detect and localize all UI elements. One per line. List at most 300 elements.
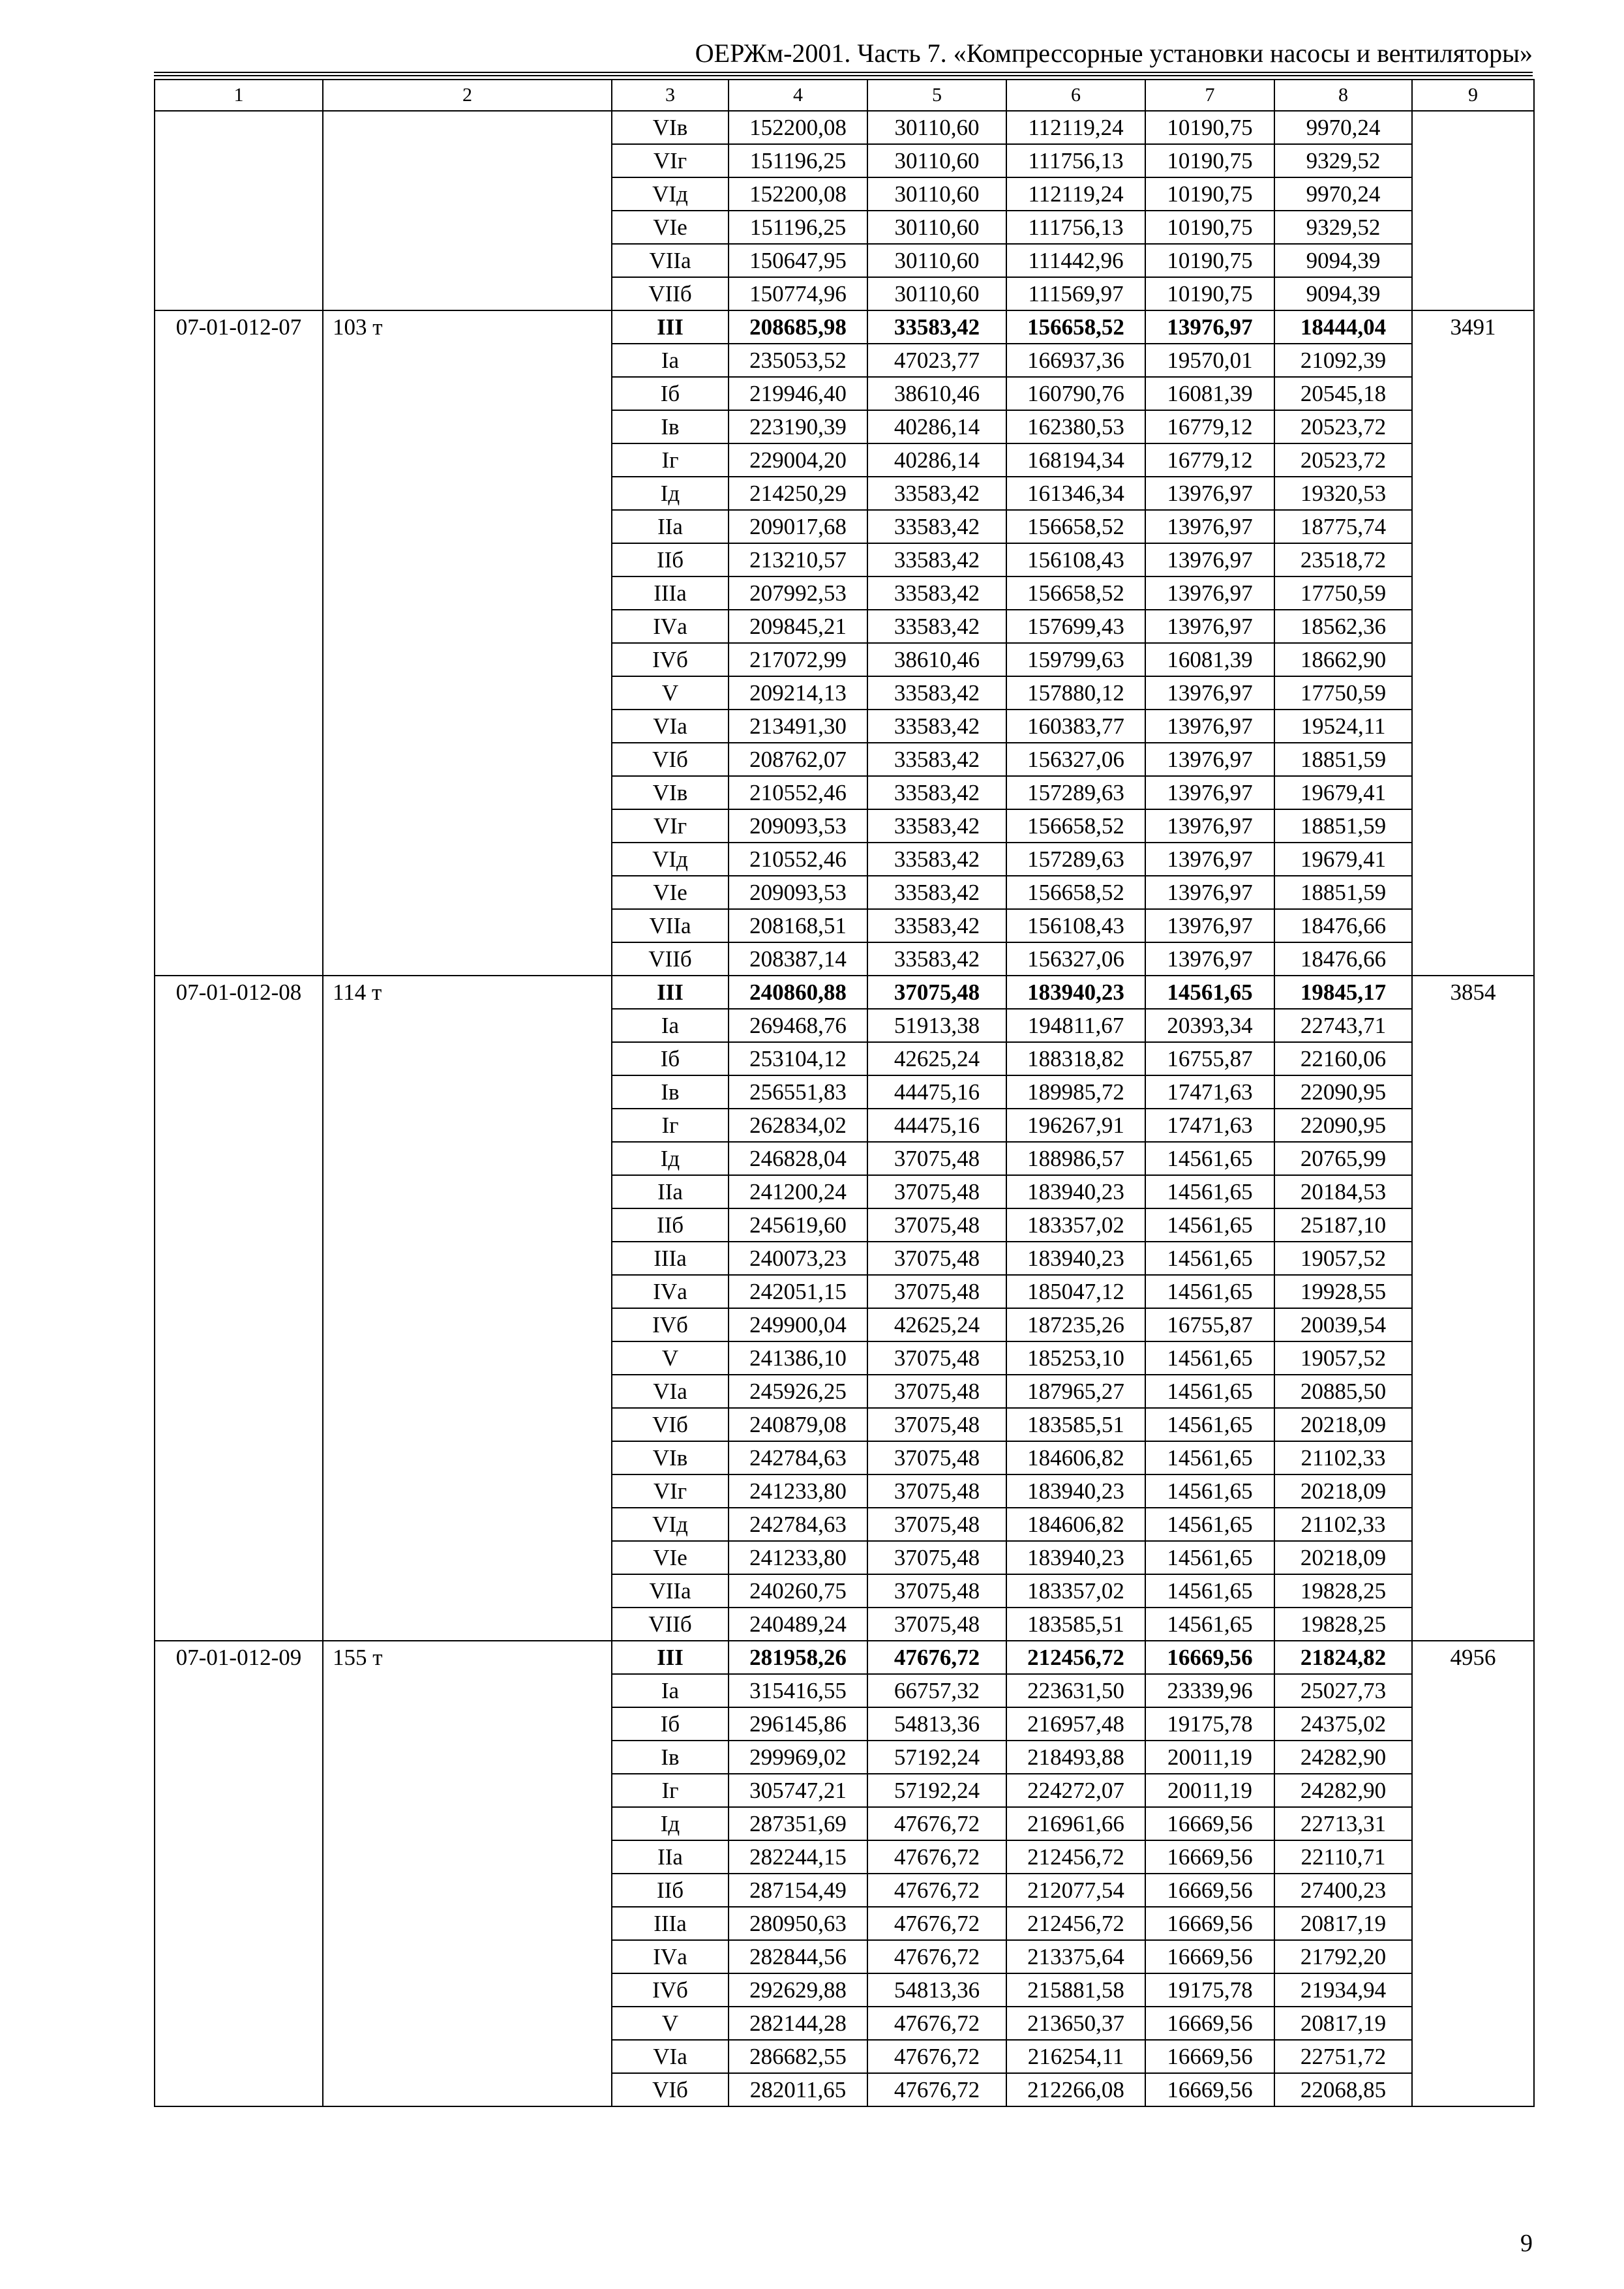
value-cell-c7: 16669,56 (1145, 1874, 1274, 1907)
zone-cell: IVб (612, 643, 729, 676)
value-cell-c4: 282844,56 (729, 1940, 867, 1973)
value-cell-c8: 20885,50 (1274, 1375, 1412, 1408)
value-cell-c6: 183940,23 (1006, 1541, 1145, 1574)
value-cell-c5: 33583,42 (867, 909, 1006, 942)
value-cell-c7: 13976,97 (1145, 942, 1274, 976)
value-cell-c8: 18851,59 (1274, 809, 1412, 843)
value-cell-c4: 262834,02 (729, 1109, 867, 1142)
value-cell-c5: 47676,72 (867, 2007, 1006, 2040)
zone-cell: IIб (612, 1874, 729, 1907)
value-cell-c7: 16081,39 (1145, 377, 1274, 410)
value-cell-c8: 22110,71 (1274, 1840, 1412, 1874)
value-cell-c7: 16669,56 (1145, 1641, 1274, 1674)
value-cell-c5: 30110,60 (867, 177, 1006, 211)
value-cell-c5: 37075,48 (867, 1375, 1006, 1408)
zone-cell: IIIа (612, 576, 729, 610)
value-cell-c4: 242051,15 (729, 1275, 867, 1308)
value-cell-c5: 30110,60 (867, 277, 1006, 310)
zone-cell: V (612, 2007, 729, 2040)
column-number: 6 (1006, 80, 1145, 111)
value-cell-c5: 33583,42 (867, 809, 1006, 843)
value-cell-c7: 16779,12 (1145, 443, 1274, 477)
value-cell-c5: 33583,42 (867, 610, 1006, 643)
rate-code: 07-01-012-08 (155, 976, 323, 1641)
value-cell-c8: 19057,52 (1274, 1341, 1412, 1375)
value-cell-c7: 13976,97 (1145, 676, 1274, 710)
rate-code: 07-01-012-07 (155, 310, 323, 976)
value-cell-c6: 111569,97 (1006, 277, 1145, 310)
labor-total: 3854 (1412, 976, 1534, 1641)
value-cell-c8: 20523,72 (1274, 410, 1412, 443)
value-cell-c8: 19524,11 (1274, 710, 1412, 743)
zone-cell: IIIа (612, 1907, 729, 1940)
value-cell-c7: 13976,97 (1145, 876, 1274, 909)
value-cell-c8: 18851,59 (1274, 743, 1412, 776)
value-cell-c8: 20184,53 (1274, 1175, 1412, 1208)
zone-cell: IIа (612, 1840, 729, 1874)
value-cell-c6: 215881,58 (1006, 1973, 1145, 2007)
value-cell-c4: 269468,76 (729, 1009, 867, 1042)
value-cell-c4: 208685,98 (729, 310, 867, 344)
value-cell-c7: 14561,65 (1145, 1408, 1274, 1441)
value-cell-c4: 208762,07 (729, 743, 867, 776)
value-cell-c8: 22068,85 (1274, 2073, 1412, 2106)
zone-cell: V (612, 676, 729, 710)
zone-cell: VIб (612, 743, 729, 776)
equipment-weight: 103 т (323, 310, 612, 976)
value-cell-c5: 33583,42 (867, 942, 1006, 976)
value-cell-c6: 183585,51 (1006, 1408, 1145, 1441)
zone-cell: IIа (612, 510, 729, 543)
value-cell-c4: 209017,68 (729, 510, 867, 543)
value-cell-c8: 19679,41 (1274, 843, 1412, 876)
zone-cell: VIIб (612, 277, 729, 310)
value-cell-c6: 184606,82 (1006, 1508, 1145, 1541)
column-number: 1 (155, 80, 323, 111)
zone-cell: IIIа (612, 1242, 729, 1275)
value-cell-c5: 37075,48 (867, 1474, 1006, 1508)
zone-cell: III (612, 1641, 729, 1674)
value-cell-c8: 19320,53 (1274, 477, 1412, 510)
zone-cell: VIа (612, 710, 729, 743)
zone-cell: Iв (612, 1741, 729, 1774)
value-cell-c8: 19057,52 (1274, 1242, 1412, 1275)
value-cell-c5: 37075,48 (867, 1574, 1006, 1608)
value-cell-c4: 242784,63 (729, 1508, 867, 1541)
value-cell-c4: 245926,25 (729, 1375, 867, 1408)
value-cell-c6: 183940,23 (1006, 1242, 1145, 1275)
zone-cell: Iд (612, 1142, 729, 1175)
value-cell-c4: 223190,39 (729, 410, 867, 443)
value-cell-c5: 44475,16 (867, 1075, 1006, 1109)
value-cell-c4: 214250,29 (729, 477, 867, 510)
value-cell-c4: 281958,26 (729, 1641, 867, 1674)
zone-cell: IVа (612, 1275, 729, 1308)
value-cell-c4: 209214,13 (729, 676, 867, 710)
value-cell-c8: 20218,09 (1274, 1474, 1412, 1508)
value-cell-c4: 280950,63 (729, 1907, 867, 1940)
zone-cell: IVб (612, 1973, 729, 2007)
value-cell-c6: 183357,02 (1006, 1208, 1145, 1242)
value-cell-c6: 156658,52 (1006, 310, 1145, 344)
value-cell-c8: 18444,04 (1274, 310, 1412, 344)
value-cell-c7: 13976,97 (1145, 477, 1274, 510)
value-cell-c5: 40286,14 (867, 443, 1006, 477)
zone-cell: III (612, 976, 729, 1009)
value-cell-c5: 47676,72 (867, 1907, 1006, 1940)
value-cell-c6: 212456,72 (1006, 1840, 1145, 1874)
value-cell-c5: 33583,42 (867, 710, 1006, 743)
value-cell-c5: 47676,72 (867, 2040, 1006, 2073)
value-cell-c5: 33583,42 (867, 876, 1006, 909)
equipment-weight (323, 111, 612, 310)
labor-total: 3491 (1412, 310, 1534, 976)
value-cell-c8: 21824,82 (1274, 1641, 1412, 1674)
value-cell-c8: 20218,09 (1274, 1541, 1412, 1574)
value-cell-c5: 30110,60 (867, 111, 1006, 144)
value-cell-c7: 14561,65 (1145, 1142, 1274, 1175)
value-cell-c8: 9970,24 (1274, 177, 1412, 211)
value-cell-c8: 9970,24 (1274, 111, 1412, 144)
value-cell-c4: 287154,49 (729, 1874, 867, 1907)
value-cell-c7: 14561,65 (1145, 1508, 1274, 1541)
value-cell-c4: 305747,21 (729, 1774, 867, 1807)
zone-cell: V (612, 1341, 729, 1375)
value-cell-c5: 57192,24 (867, 1774, 1006, 1807)
value-cell-c6: 213650,37 (1006, 2007, 1145, 2040)
value-cell-c4: 240879,08 (729, 1408, 867, 1441)
value-cell-c6: 112119,24 (1006, 111, 1145, 144)
value-cell-c5: 66757,32 (867, 1674, 1006, 1707)
value-cell-c7: 16669,56 (1145, 2073, 1274, 2106)
value-cell-c6: 157880,12 (1006, 676, 1145, 710)
column-number: 3 (612, 80, 729, 111)
value-cell-c8: 22090,95 (1274, 1075, 1412, 1109)
value-cell-c5: 38610,46 (867, 377, 1006, 410)
value-cell-c7: 13976,97 (1145, 510, 1274, 543)
value-cell-c5: 42625,24 (867, 1042, 1006, 1075)
value-cell-c6: 213375,64 (1006, 1940, 1145, 1973)
value-cell-c5: 47023,77 (867, 344, 1006, 377)
labor-total: 4956 (1412, 1641, 1534, 2106)
value-cell-c5: 51913,38 (867, 1009, 1006, 1042)
value-cell-c5: 30110,60 (867, 144, 1006, 177)
value-cell-c5: 37075,48 (867, 1541, 1006, 1574)
value-cell-c7: 13976,97 (1145, 710, 1274, 743)
value-cell-c6: 156108,43 (1006, 909, 1145, 942)
value-cell-c7: 16755,87 (1145, 1308, 1274, 1341)
value-cell-c6: 183940,23 (1006, 976, 1145, 1009)
value-cell-c6: 157289,63 (1006, 843, 1145, 876)
value-cell-c6: 156327,06 (1006, 743, 1145, 776)
value-cell-c4: 242784,63 (729, 1441, 867, 1474)
value-cell-c7: 16669,56 (1145, 1807, 1274, 1840)
value-cell-c6: 189985,72 (1006, 1075, 1145, 1109)
value-cell-c5: 54813,36 (867, 1973, 1006, 2007)
column-number: 2 (323, 80, 612, 111)
value-cell-c8: 21092,39 (1274, 344, 1412, 377)
value-cell-c8: 18775,74 (1274, 510, 1412, 543)
value-cell-c6: 185253,10 (1006, 1341, 1145, 1375)
table-row (155, 310, 1534, 344)
value-cell-c8: 22713,31 (1274, 1807, 1412, 1840)
value-cell-c8: 9329,52 (1274, 144, 1412, 177)
value-cell-c4: 208168,51 (729, 909, 867, 942)
value-cell-c7: 10190,75 (1145, 144, 1274, 177)
value-cell-c7: 14561,65 (1145, 976, 1274, 1009)
value-cell-c7: 16081,39 (1145, 643, 1274, 676)
zone-cell: VIд (612, 843, 729, 876)
value-cell-c8: 9094,39 (1274, 277, 1412, 310)
value-cell-c5: 47676,72 (867, 1874, 1006, 1907)
value-cell-c5: 33583,42 (867, 477, 1006, 510)
value-cell-c4: 299969,02 (729, 1741, 867, 1774)
value-cell-c6: 166937,36 (1006, 344, 1145, 377)
value-cell-c8: 24282,90 (1274, 1774, 1412, 1807)
zone-cell: VIIа (612, 244, 729, 277)
value-cell-c6: 183940,23 (1006, 1474, 1145, 1508)
value-cell-c6: 156658,52 (1006, 809, 1145, 843)
value-cell-c6: 187965,27 (1006, 1375, 1145, 1408)
value-cell-c6: 218493,88 (1006, 1741, 1145, 1774)
value-cell-c4: 282244,15 (729, 1840, 867, 1874)
value-cell-c8: 18562,36 (1274, 610, 1412, 643)
value-cell-c7: 13976,97 (1145, 576, 1274, 610)
value-cell-c8: 22160,06 (1274, 1042, 1412, 1075)
value-cell-c8: 24375,02 (1274, 1707, 1412, 1741)
value-cell-c7: 10190,75 (1145, 277, 1274, 310)
value-cell-c6: 112119,24 (1006, 177, 1145, 211)
value-cell-c7: 13976,97 (1145, 909, 1274, 942)
value-cell-c7: 14561,65 (1145, 1441, 1274, 1474)
value-cell-c7: 13976,97 (1145, 776, 1274, 809)
zone-cell: VIIа (612, 1574, 729, 1608)
zone-cell: Iг (612, 443, 729, 477)
value-cell-c4: 241233,80 (729, 1474, 867, 1508)
value-cell-c4: 241386,10 (729, 1341, 867, 1375)
value-cell-c8: 20817,19 (1274, 1907, 1412, 1940)
value-cell-c5: 40286,14 (867, 410, 1006, 443)
zone-cell: IVа (612, 1940, 729, 1973)
value-cell-c6: 196267,91 (1006, 1109, 1145, 1142)
value-cell-c8: 20218,09 (1274, 1408, 1412, 1441)
rate-code: 07-01-012-09 (155, 1641, 323, 2106)
labor-total (1412, 111, 1534, 310)
value-cell-c6: 111756,13 (1006, 211, 1145, 244)
value-cell-c6: 168194,34 (1006, 443, 1145, 477)
value-cell-c4: 150647,95 (729, 244, 867, 277)
zone-cell: III (612, 310, 729, 344)
value-cell-c5: 33583,42 (867, 543, 1006, 576)
value-cell-c6: 160383,77 (1006, 710, 1145, 743)
zone-cell: VIа (612, 2040, 729, 2073)
value-cell-c6: 212266,08 (1006, 2073, 1145, 2106)
value-cell-c6: 212456,72 (1006, 1641, 1145, 1674)
value-cell-c4: 287351,69 (729, 1807, 867, 1840)
value-cell-c7: 13976,97 (1145, 610, 1274, 643)
value-cell-c4: 235053,52 (729, 344, 867, 377)
value-cell-c5: 33583,42 (867, 743, 1006, 776)
value-cell-c5: 37075,48 (867, 1208, 1006, 1242)
value-cell-c5: 37075,48 (867, 1508, 1006, 1541)
zone-cell: VIв (612, 111, 729, 144)
value-cell-c8: 19828,25 (1274, 1608, 1412, 1641)
zone-cell: Iб (612, 1042, 729, 1075)
zone-cell: IVб (612, 1308, 729, 1341)
zone-cell: Iа (612, 344, 729, 377)
value-cell-c4: 253104,12 (729, 1042, 867, 1075)
value-cell-c5: 37075,48 (867, 1142, 1006, 1175)
value-cell-c6: 156108,43 (1006, 543, 1145, 576)
value-cell-c6: 157289,63 (1006, 776, 1145, 809)
value-cell-c4: 296145,86 (729, 1707, 867, 1741)
value-cell-c4: 241200,24 (729, 1175, 867, 1208)
equipment-weight: 114 т (323, 976, 612, 1641)
value-cell-c6: 183357,02 (1006, 1574, 1145, 1608)
value-cell-c4: 208387,14 (729, 942, 867, 976)
value-cell-c6: 185047,12 (1006, 1275, 1145, 1308)
value-cell-c4: 210552,46 (729, 776, 867, 809)
value-cell-c6: 162380,53 (1006, 410, 1145, 443)
column-number: 7 (1145, 80, 1274, 111)
value-cell-c7: 20011,19 (1145, 1774, 1274, 1807)
value-cell-c6: 212456,72 (1006, 1907, 1145, 1940)
value-cell-c7: 13976,97 (1145, 743, 1274, 776)
zone-cell: VIг (612, 144, 729, 177)
header-rule (154, 72, 1533, 76)
value-cell-c7: 16669,56 (1145, 1907, 1274, 1940)
value-cell-c6: 111442,96 (1006, 244, 1145, 277)
value-cell-c7: 14561,65 (1145, 1242, 1274, 1275)
zone-cell: Iд (612, 1807, 729, 1840)
value-cell-c4: 240260,75 (729, 1574, 867, 1608)
value-cell-c5: 37075,48 (867, 1441, 1006, 1474)
table-row (155, 111, 1534, 144)
zone-cell: Iа (612, 1009, 729, 1042)
value-cell-c5: 47676,72 (867, 1641, 1006, 1674)
value-cell-c6: 159799,63 (1006, 643, 1145, 676)
zone-cell: VIв (612, 776, 729, 809)
zone-cell: Iв (612, 1075, 729, 1109)
value-cell-c4: 282011,65 (729, 2073, 867, 2106)
value-cell-c5: 47676,72 (867, 1807, 1006, 1840)
value-cell-c5: 33583,42 (867, 676, 1006, 710)
zone-cell: Iг (612, 1774, 729, 1807)
value-cell-c4: 152200,08 (729, 177, 867, 211)
value-cell-c7: 13976,97 (1145, 310, 1274, 344)
zone-cell: VIIа (612, 909, 729, 942)
value-cell-c7: 14561,65 (1145, 1474, 1274, 1508)
value-cell-c8: 17750,59 (1274, 676, 1412, 710)
zone-cell: VIб (612, 1408, 729, 1441)
value-cell-c6: 156658,52 (1006, 510, 1145, 543)
value-cell-c8: 20817,19 (1274, 2007, 1412, 2040)
value-cell-c8: 17750,59 (1274, 576, 1412, 610)
zone-cell: Iг (612, 1109, 729, 1142)
zone-cell: VIг (612, 1474, 729, 1508)
value-cell-c5: 47676,72 (867, 1940, 1006, 1973)
value-cell-c6: 188986,57 (1006, 1142, 1145, 1175)
value-cell-c5: 57192,24 (867, 1741, 1006, 1774)
value-cell-c7: 10190,75 (1145, 211, 1274, 244)
value-cell-c6: 184606,82 (1006, 1441, 1145, 1474)
zone-cell: VIе (612, 1541, 729, 1574)
value-cell-c6: 156658,52 (1006, 876, 1145, 909)
value-cell-c5: 37075,48 (867, 1341, 1006, 1375)
value-cell-c5: 37075,48 (867, 1175, 1006, 1208)
value-cell-c4: 152200,08 (729, 111, 867, 144)
zone-cell: IIб (612, 1208, 729, 1242)
value-cell-c4: 286682,55 (729, 2040, 867, 2073)
value-cell-c7: 17471,63 (1145, 1109, 1274, 1142)
value-cell-c8: 18851,59 (1274, 876, 1412, 909)
value-cell-c7: 13976,97 (1145, 809, 1274, 843)
value-cell-c7: 14561,65 (1145, 1341, 1274, 1375)
column-number: 5 (867, 80, 1006, 111)
value-cell-c8: 19928,55 (1274, 1275, 1412, 1308)
value-cell-c4: 151196,25 (729, 211, 867, 244)
value-cell-c7: 14561,65 (1145, 1275, 1274, 1308)
value-cell-c8: 22090,95 (1274, 1109, 1412, 1142)
value-cell-c7: 23339,96 (1145, 1674, 1274, 1707)
value-cell-c7: 20393,34 (1145, 1009, 1274, 1042)
value-cell-c5: 47676,72 (867, 1840, 1006, 1874)
value-cell-c5: 47676,72 (867, 2073, 1006, 2106)
value-cell-c5: 44475,16 (867, 1109, 1006, 1142)
value-cell-c4: 209093,53 (729, 876, 867, 909)
value-cell-c5: 38610,46 (867, 643, 1006, 676)
running-header: ОЕРЖм-2001. Часть 7. «Компрессорные установки насосы и вентиляторы» (695, 38, 1533, 68)
zone-cell: VIг (612, 809, 729, 843)
value-cell-c6: 183585,51 (1006, 1608, 1145, 1641)
value-cell-c4: 282144,28 (729, 2007, 867, 2040)
value-cell-c4: 210552,46 (729, 843, 867, 876)
rate-code (155, 111, 323, 310)
zone-cell: VIе (612, 211, 729, 244)
value-cell-c8: 22751,72 (1274, 2040, 1412, 2073)
value-cell-c5: 37075,48 (867, 976, 1006, 1009)
value-cell-c6: 188318,82 (1006, 1042, 1145, 1075)
value-cell-c8: 19679,41 (1274, 776, 1412, 809)
value-cell-c4: 213210,57 (729, 543, 867, 576)
value-cell-c6: 161346,34 (1006, 477, 1145, 510)
value-cell-c8: 25027,73 (1274, 1674, 1412, 1707)
table-row (155, 976, 1534, 1009)
value-cell-c7: 16669,56 (1145, 2007, 1274, 2040)
value-cell-c8: 21102,33 (1274, 1508, 1412, 1541)
value-cell-c7: 16755,87 (1145, 1042, 1274, 1075)
value-cell-c4: 292629,88 (729, 1973, 867, 2007)
value-cell-c6: 160790,76 (1006, 377, 1145, 410)
value-cell-c6: 156658,52 (1006, 576, 1145, 610)
value-cell-c6: 194811,67 (1006, 1009, 1145, 1042)
zone-cell: VIIб (612, 942, 729, 976)
zone-cell: VIа (612, 1375, 729, 1408)
value-cell-c7: 16669,56 (1145, 1940, 1274, 1973)
value-cell-c6: 216254,11 (1006, 2040, 1145, 2073)
value-cell-c8: 20039,54 (1274, 1308, 1412, 1341)
value-cell-c8: 21102,33 (1274, 1441, 1412, 1474)
value-cell-c8: 18662,90 (1274, 643, 1412, 676)
value-cell-c7: 10190,75 (1145, 177, 1274, 211)
value-cell-c4: 213491,30 (729, 710, 867, 743)
value-cell-c7: 16779,12 (1145, 410, 1274, 443)
zone-cell: IIа (612, 1175, 729, 1208)
value-cell-c8: 25187,10 (1274, 1208, 1412, 1242)
value-cell-c6: 183940,23 (1006, 1175, 1145, 1208)
value-cell-c5: 33583,42 (867, 576, 1006, 610)
value-cell-c8: 21792,20 (1274, 1940, 1412, 1973)
